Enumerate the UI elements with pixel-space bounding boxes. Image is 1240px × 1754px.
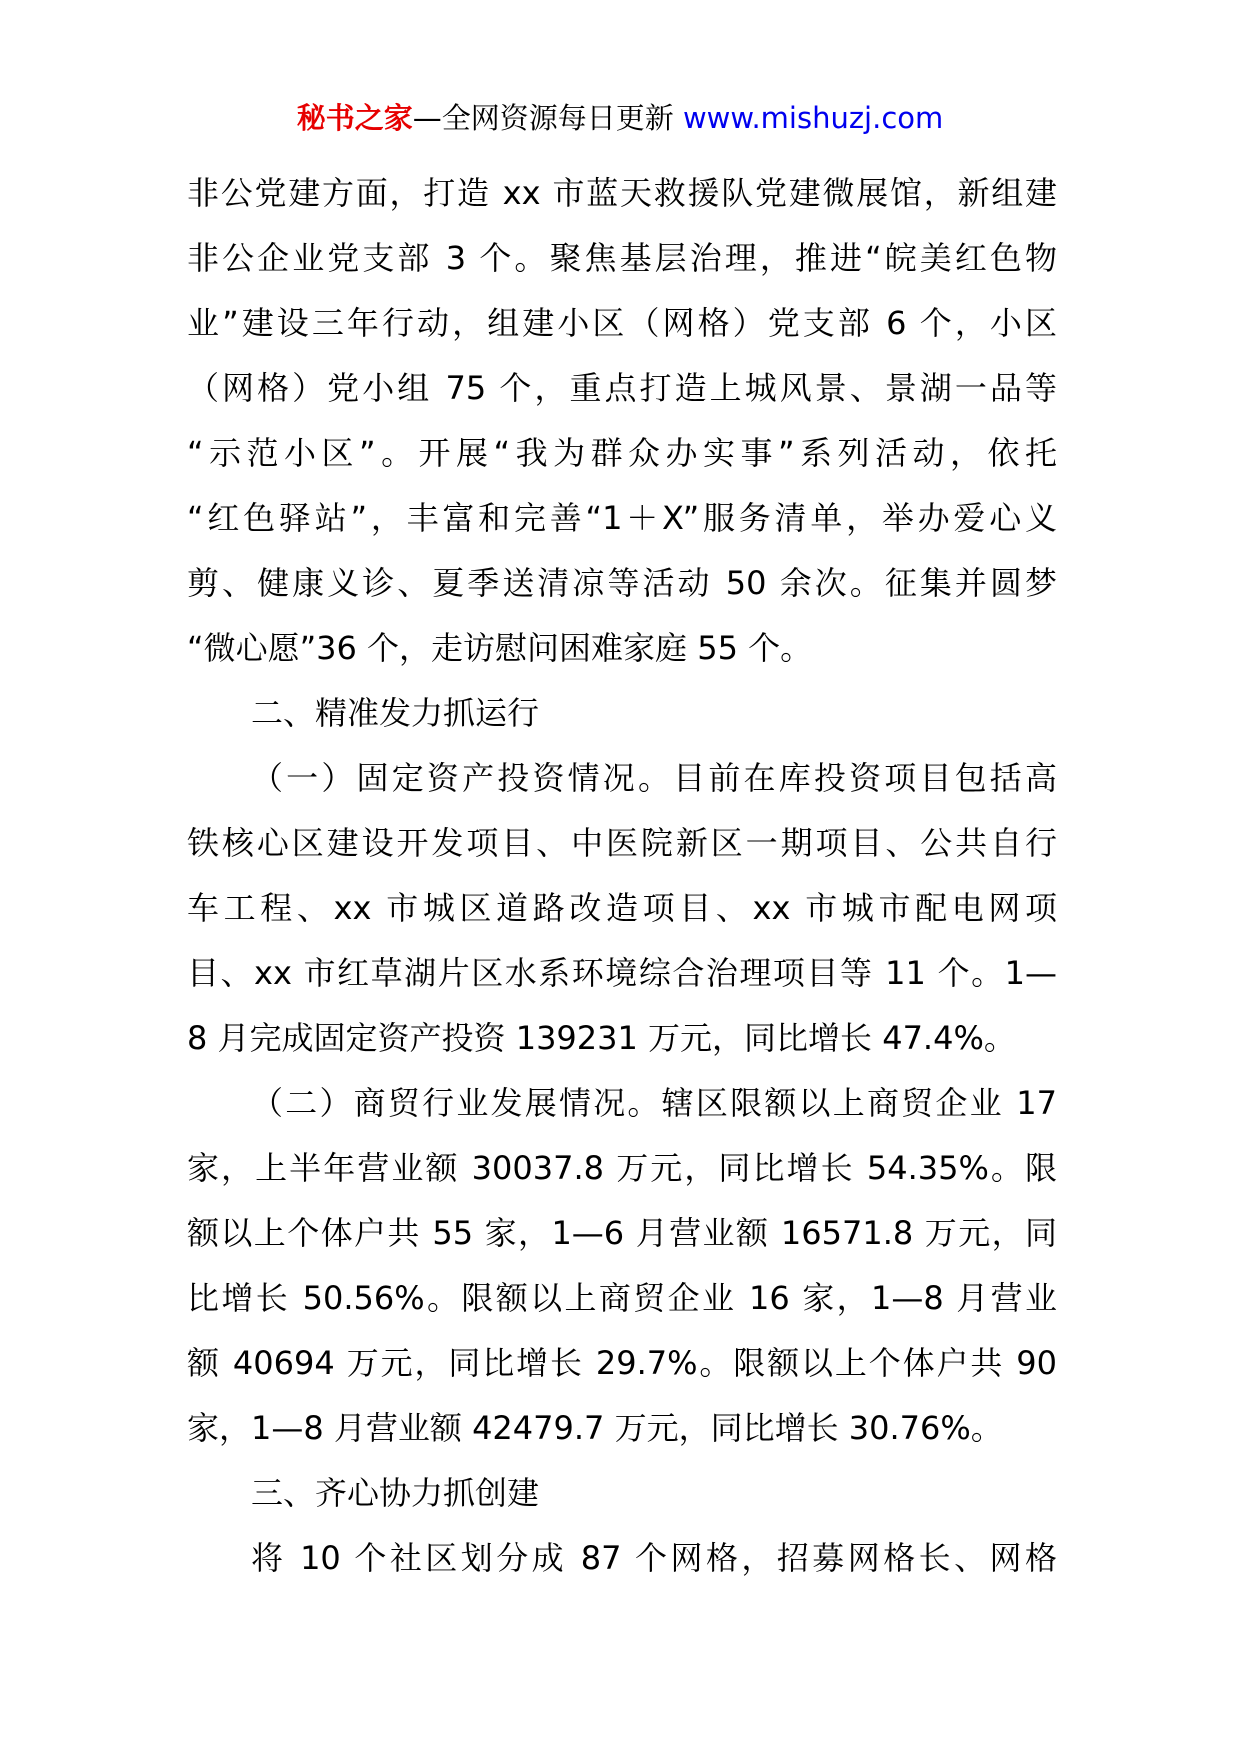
- text-line: （一）固定资产投资情况。目前在库投资项目包括高: [251, 759, 1057, 797]
- text-line: 业”建设三年行动，组建小区（网格）党支部 6 个，小区: [187, 304, 1057, 342]
- document-body: [187, 161, 1057, 1591]
- text-line: 车工程、xx 市城区道路改造项目、xx 市城市配电网项: [187, 889, 1057, 927]
- header-slogan: —全网资源每日更新: [412, 101, 674, 135]
- brand-name: 秘书之家: [296, 101, 413, 135]
- text-line: 比增长 50.56%。限额以上商贸企业 16 家，1—8 月营业: [187, 1279, 1057, 1317]
- section-heading: 二、精准发力抓运行: [251, 694, 540, 732]
- text-line: （二）商贸行业发展情况。辖区限额以上商贸企业 17: [251, 1084, 1057, 1122]
- text-line: 非公党建方面，打造 xx 市蓝天救援队党建微展馆，新组建: [187, 174, 1057, 212]
- text-line: 目、xx 市红草湖片区水系环境综合治理项目等 11 个。1—: [187, 954, 1057, 992]
- text-line: 家，上半年营业额 30037.8 万元，同比增长 54.35%。限: [187, 1149, 1057, 1187]
- text-line: 铁核心区建设开发项目、中医院新区一期项目、公共自行: [187, 824, 1057, 862]
- text-line: “微心愿”36 个，走访慰问困难家庭 55 个。: [187, 629, 813, 667]
- text-line: （网格）党小组 75 个，重点打造上城风景、景湖一品等: [187, 369, 1057, 407]
- text-line: 8 月完成固定资产投资 139231 万元，同比增长 47.4%。: [187, 1019, 1016, 1057]
- text-line: 额 40694 万元，同比增长 29.7%。限额以上个体户共 90: [187, 1344, 1057, 1382]
- text-line: “示范小区”。开展“我为群众办实事”系列活动，依托: [187, 434, 1057, 472]
- text-line: 剪、健康义诊、夏季送清凉等活动 50 余次。征集并圆梦: [187, 564, 1057, 602]
- text-line: 非公企业党支部 3 个。聚焦基层治理，推进“皖美红色物: [187, 239, 1057, 277]
- text-line: 将 10 个社区划分成 87 个网格，招募网格长、网格: [251, 1539, 1057, 1577]
- text-line: 家，1—8 月营业额 42479.7 万元，同比增长 30.76%。: [187, 1409, 1003, 1447]
- site-header: [0, 98, 1240, 138]
- text-line: “红色驿站”，丰富和完善“1＋X”服务清单，举办爱心义: [187, 499, 1057, 537]
- section-heading: 三、齐心协力抓创建: [251, 1474, 540, 1512]
- text-line: 额以上个体户共 55 家，1—6 月营业额 16571.8 万元，同: [187, 1214, 1057, 1252]
- site-url-link[interactable]: www.mishuzj.com: [682, 101, 944, 135]
